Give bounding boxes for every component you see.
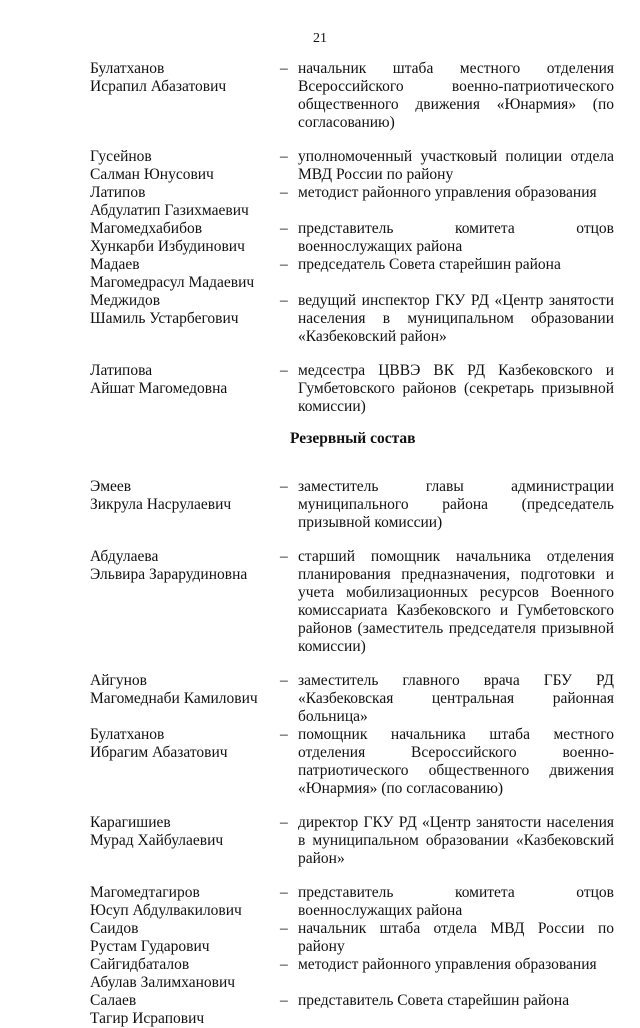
member-name [90, 148, 280, 184]
member-given-names: Рустам Гударович [90, 938, 210, 955]
member-given-names: Хункарби Избудинович [90, 238, 245, 255]
dash-separator: – [280, 148, 288, 165]
page-number: 21 [313, 31, 327, 46]
member-role: представитель комитета отцов военнослужащих района [298, 884, 614, 919]
member-role: председатель Совета старейшин района [298, 256, 561, 273]
dash-separator: – [280, 292, 288, 309]
member-given-names: Магомедрасул Мадаевич [90, 274, 255, 291]
member-given-names: Эльвира Зарарудиновна [90, 566, 248, 583]
member-given-names: Зикрула Насрулаевич [90, 496, 232, 513]
member-surname: Меджидов [90, 292, 161, 309]
member-name [90, 672, 280, 726]
dash-separator: – [280, 814, 288, 831]
member-name [90, 256, 280, 292]
member-name [90, 956, 280, 992]
member-entry [90, 60, 614, 132]
dash-separator: – [280, 672, 288, 689]
member-name [90, 814, 280, 868]
member-role: медсестра ЦВВЭ ВК РД Казбековского и Гумбетовского районов (секретарь призывной комиссии) [298, 362, 614, 415]
member-entry [90, 362, 614, 416]
member-role: директор ГКУ РД «Центр занятости населения в муниципальном образовании «Казбековский район» [298, 814, 614, 867]
member-name [90, 920, 280, 956]
member-surname: Гусейнов [90, 148, 152, 165]
member-entry [90, 256, 614, 292]
dash-separator: – [280, 60, 288, 77]
member-surname: Саидов [90, 920, 139, 937]
member-entry [90, 956, 614, 992]
dash-separator: – [280, 884, 288, 901]
member-role: начальник штаба отдела МВД России по району [298, 920, 614, 955]
member-name [90, 362, 280, 416]
member-role: методист районного управления образования [298, 184, 597, 201]
member-surname: Булатханов [90, 60, 165, 77]
dash-separator: – [280, 726, 288, 743]
member-given-names: Юсуп Абдулвакилович [90, 902, 242, 919]
member-surname: Магомедтагиров [90, 884, 200, 901]
member-entry [90, 478, 614, 532]
member-given-names: Абулав Залимханович [90, 974, 236, 991]
member-surname: Абдулаева [90, 548, 159, 565]
dash-separator: – [280, 548, 288, 565]
member-given-names: Магомеднаби Камилович [90, 690, 258, 707]
member-entry [90, 148, 614, 184]
member-name [90, 292, 280, 346]
member-entry [90, 920, 614, 956]
member-role: старший помощник начальника отделения планирования предназначения, подготовки и учета мобилизационных ресурсов Военного комиссариата Казбековского и Гумбетовского районов (заместитель председателя призывной комиссии) [298, 548, 614, 655]
member-surname: Булатханов [90, 726, 165, 743]
member-role: представитель комитета отцов военнослужащих района [298, 220, 614, 255]
member-surname: Эмеев [90, 478, 132, 495]
member-given-names: Исрапил Абазатович [90, 78, 227, 95]
member-name [90, 478, 280, 532]
member-role: уполномоченный участковый полиции отдела МВД России по району [298, 148, 614, 183]
main-composition [90, 60, 614, 416]
member-role: заместитель главы администрации муниципального района (председатель призывной комиссии) [298, 478, 614, 531]
member-name [90, 884, 280, 920]
dash-separator: – [280, 920, 288, 937]
reserve-section-title: Резервный состав [290, 430, 416, 447]
member-surname: Айгунов [90, 672, 147, 689]
member-surname: Салаев [90, 992, 137, 1009]
dash-separator: – [280, 220, 288, 237]
dash-separator: – [280, 478, 288, 495]
member-surname: Сайгидбаталов [90, 956, 190, 973]
member-given-names: Тагир Исрапович [90, 1010, 205, 1027]
member-given-names: Айшат Магомедовна [90, 380, 228, 397]
member-entry [90, 672, 614, 726]
member-role: ведущий инспектор ГКУ РД «Центр занятости населения в муниципальном образовании «Казбековский район» [298, 292, 614, 345]
member-entry [90, 220, 614, 256]
member-surname: Магомедхабибов [90, 220, 203, 237]
member-surname: Мадаев [90, 256, 140, 273]
member-name [90, 60, 280, 132]
member-given-names: Салман Юнусович [90, 166, 214, 183]
dash-separator: – [280, 362, 288, 379]
member-entry [90, 292, 614, 346]
member-name [90, 992, 280, 1028]
member-name [90, 726, 280, 798]
member-name [90, 184, 280, 220]
dash-separator: – [280, 992, 288, 1009]
entry-spacer [90, 346, 614, 362]
entry-spacer [90, 532, 614, 548]
member-name [90, 548, 280, 656]
member-entry [90, 726, 614, 798]
member-role: начальник штаба местного отделения Всероссийского военно-патриотического общественного движения «Юнармия» (по согласованию) [298, 60, 614, 131]
member-role: методист районного управления образования [298, 956, 597, 973]
member-entry [90, 884, 614, 920]
dash-separator: – [280, 184, 288, 201]
member-role: помощник начальника штаба местного отделения Всероссийского военно-патриотического общественного движения «Юнармия» (по согласованию) [298, 726, 614, 797]
member-name [90, 220, 280, 256]
dash-separator: – [280, 956, 288, 973]
reserve-composition [90, 478, 614, 1028]
member-given-names: Ибрагим Абазатович [90, 744, 228, 761]
member-role: представитель Совета старейшин района [298, 992, 570, 1009]
member-entry [90, 814, 614, 868]
member-entry [90, 548, 614, 656]
entry-spacer [90, 132, 614, 148]
entry-spacer [90, 868, 614, 884]
member-given-names: Мурад Хайбулаевич [90, 832, 224, 849]
entry-spacer [90, 656, 614, 672]
member-entry [90, 184, 614, 220]
member-surname: Латипов [90, 184, 146, 201]
member-surname: Карагишиев [90, 814, 171, 831]
member-given-names: Шамиль Устарбегович [90, 310, 239, 327]
member-role: заместитель главного врача ГБУ РД «Казбековская центральная районная больница» [298, 672, 614, 725]
member-entry [90, 992, 614, 1028]
entry-spacer [90, 798, 614, 814]
member-given-names: Абдулатип Газихмаевич [90, 202, 249, 219]
commission-list [90, 60, 614, 1028]
dash-separator: – [280, 256, 288, 273]
member-surname: Латипова [90, 362, 153, 379]
